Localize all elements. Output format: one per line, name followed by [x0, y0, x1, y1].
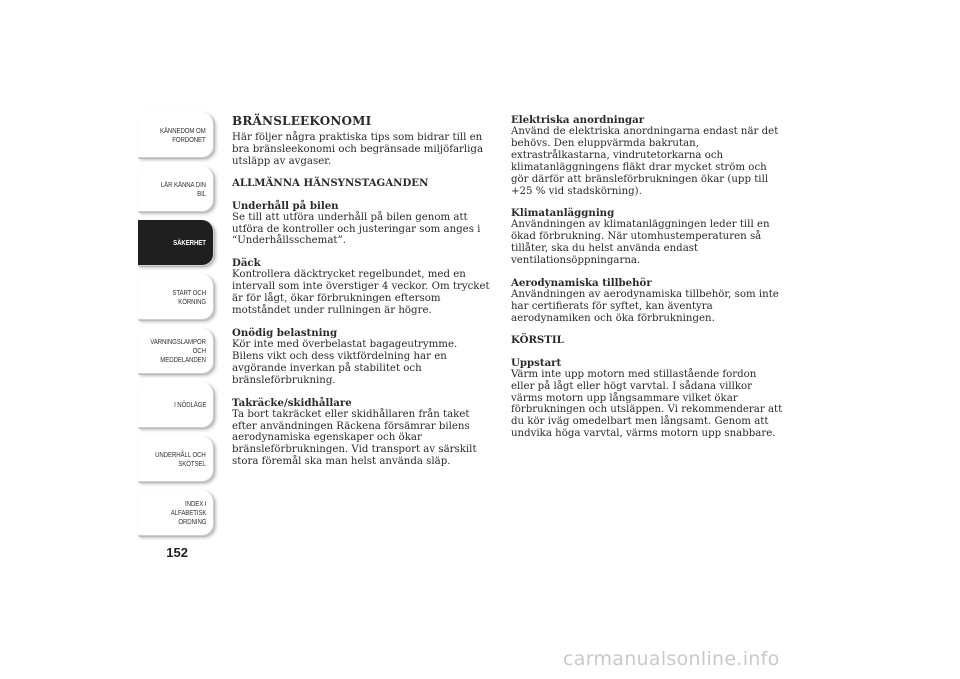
text-onodig-belastning: Kör inte med överbelastat bagageutrymme. Bilens vikt och dess viktfördelning har en avgörande inverkan på stabilitet och bränsleförbrukning. [232, 338, 458, 386]
page-title: BRÄNSLEEKONOMI [232, 114, 372, 128]
text-underhall: Se till att utföra underhåll på bilen genom att utföra de kontroller och justeringar som anges i “Underhållsschemat”. [232, 211, 481, 247]
left-column [232, 114, 492, 478]
text-dack: Kontrollera däcktrycket regelbundet, med en intervall som inte överstiger 4 veckor. Om trycket är för lågt, ökar förbrukningen eftersom motståndet under rullningen är högre. [232, 269, 490, 317]
text-elektriska-anordningar: Använd de elektriska anordningarna endast när det behövs. Den eluppvärmda bakrutan, extrastrålkastarna, vindrutetorkarna och klimatanläggningens fläkt drar mycket ström och gör därför att bränsleförbrukningen ökar (upp till +25 % vid stadskörning). [511, 126, 779, 197]
heading-underhall: Underhåll på bilen [232, 199, 339, 212]
tab-label: I NÖDLÄGE [173, 400, 206, 409]
intro-paragraph: Här följer några praktiska tips som bidrar till en bra bränsleekonomi och begränsade miljöfarliga utsläpp av avgaser. [232, 132, 484, 167]
text-takracke: Ta bort takräcket eller skidhållaren från taket efter användningen Räckena försämrar bilens aerodynamiska egenskaper och ökar bränsleförbrukningen. Vid transport av särskilt stora föremål ska man helst använda släp. [232, 408, 477, 468]
heading-elektriska-anordningar: Elektriska anordningar [511, 114, 645, 126]
tab-label: LÄR KÄNNA DIN BIL [160, 179, 206, 198]
heading-uppstart: Uppstart [511, 356, 562, 369]
tab-i-nodlage[interactable] [138, 382, 214, 428]
tab-index[interactable] [138, 490, 214, 536]
heading-onodig-belastning: Onödig belastning [232, 326, 338, 339]
tab-sakerhet[interactable] [138, 220, 214, 266]
heading-aerodynamiska-tillbehor: Aerodynamiska tillbehör [511, 277, 652, 290]
tab-lar-kanna-din-bil[interactable] [138, 166, 214, 212]
heading-klimatanlaggning: Klimatanläggning [511, 207, 615, 220]
watermark: carmanualsonline.info [563, 648, 780, 670]
tab-label: UNDERHÅLL OCH SKÖTSEL [155, 449, 206, 468]
tab-label: SÄKERHET [173, 238, 206, 247]
page-number: 152 [166, 545, 188, 560]
text-uppstart: Värm inte upp motorn med stillastående fordon eller på lågt eller högt varvtal. I sådana villkor värms motorn upp långsammare vilket ökar förbrukningen och utsläppen. Vi rekommenderar att du kör iväg omedelbart men långsamt. Genom att undvika höga varvtal, värms motorn upp snabbare. [511, 368, 783, 440]
tab-underhall-och-skotsel[interactable] [138, 436, 214, 482]
text-aerodynamiska-tillbehor: Användningen av aerodynamiska tillbehör, som inte har certifierats för syftet, kan äventyra aerodynamiken och öka förbrukningen. [511, 289, 779, 324]
tab-label: START OCH KÖRNING [172, 287, 206, 306]
tab-kannedom-om-fordonet[interactable] [138, 112, 214, 158]
tab-start-och-korning[interactable] [138, 274, 214, 320]
tab-label: INDEX I ALFABETISK ORDNING [170, 499, 206, 526]
heading-takracke: Takräcke/skidhållare [232, 396, 352, 409]
chapter-index-sidebar [138, 112, 214, 544]
right-column [511, 114, 783, 450]
section-heading-korstil: KÖRSTIL [511, 333, 564, 346]
tab-label: KÄNNEDOM OM FORDONET [160, 125, 206, 144]
text-klimatanlaggning: Användningen av klimatanläggningen leder till en ökad förbrukning. När utomhustemperaturen så tillåter, ska du helst använda endast ventilationsöppningarna. [511, 219, 770, 267]
tab-varningslampor[interactable] [138, 328, 214, 374]
heading-dack: Däck [232, 257, 261, 270]
tab-label: VARNINGSLAMPOR OCH MEDDELANDEN [150, 337, 206, 364]
section-heading-general: ALLMÄNNA HÄNSYNSTAGANDEN [232, 176, 429, 189]
